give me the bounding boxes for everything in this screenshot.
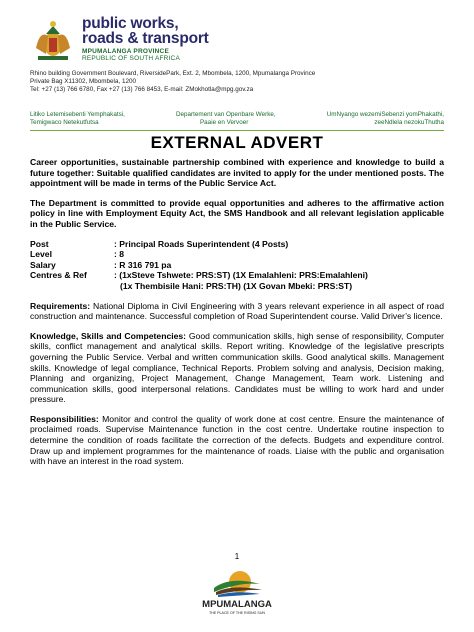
post-details — [30, 239, 444, 292]
page-title: EXTERNAL ADVERT — [150, 133, 324, 152]
department-afrikaans-line2: Paaie en Vervoer — [199, 119, 249, 126]
department-siswati-line2: Temigwaco Netekutfutsa — [30, 119, 99, 126]
footer-logo-tagline: THE PLACE OF THE RISING SUN — [208, 611, 266, 615]
department-afrikaans-line1: Departement van Openbare Werke, — [175, 111, 276, 118]
brand-line1: public works, — [82, 15, 179, 32]
salary-value: : R 316 791 pa — [114, 259, 172, 270]
knowledge-label: Knowledge, Skills and Competencies: — [30, 330, 187, 341]
brand-block — [82, 16, 209, 62]
intro-paragraph-2: The Department is committed to provide equal opportunities and adheres to the affirmative action policy in line with Employment Equity Act, the SMS Handbook and all relevant legislation applicable in the Public Service. — [30, 197, 444, 229]
province-name: MPUMALANGA PROVINCE — [82, 48, 169, 55]
header-divider — [30, 130, 444, 131]
page-number: 1 — [234, 552, 240, 561]
mpumalanga-logo-icon — [200, 562, 274, 618]
requirements-label: Requirements: — [30, 300, 91, 311]
responsibilities-paragraph — [30, 414, 444, 467]
department-names — [30, 111, 444, 127]
department-ndebele-line1: UmNyango wezemiSebenzi yomPhakathi, — [326, 111, 444, 118]
knowledge-text: Good communication skills, high sense of responsibility, Computer skills, conflict management and analytical skills. Report writing. Knowledge of the legislative prescripts governing the Public Service. Verbal and written communication skills. Good analytical skills. Management skills. Knowledge of legal compliance, Technical Reports. Problem solving and analysis, Decision making, Planning and organizing, Project Management, Change Management, Team work. Listening and communication skills, good interpersonal relations. Candidates must be willing to work hard and under pressure. — [30, 330, 444, 405]
coat-of-arms-icon — [30, 18, 76, 64]
address-line2: Private Bag X11302, Mbombela, 1200 — [30, 78, 136, 85]
responsibilities-label: Responsibilities: — [30, 413, 99, 424]
knowledge-paragraph — [30, 331, 444, 405]
address-block — [30, 70, 315, 94]
post-row — [30, 239, 444, 250]
department-afrikaans — [176, 111, 276, 127]
department-siswati-line1: Litiko Letemisebenti Yemphakatsi, — [30, 111, 125, 118]
requirements-text: National Diploma in Civil Engineering with 3 years relevant experience in all aspect of road construction and maintenance. Successful completion of Road Superintendent course. Valid Driver’s licence. — [30, 300, 444, 322]
centres-value-2: (1x Thembisile Hani: PRS:TH) (1X Govan Mbeki: PRS:ST) — [120, 280, 353, 291]
requirements-paragraph — [30, 301, 444, 322]
level-value: : 8 — [114, 249, 125, 260]
centres-label: Centres & Ref — [30, 270, 87, 281]
post-label: Post — [30, 238, 49, 249]
address-line3: Tel: +27 (13) 766 6780, Fax +27 (13) 766 8453, E-mail: ZMokhotla@mpg.gov.za — [30, 86, 254, 93]
department-siswati — [30, 111, 125, 127]
post-value: : Principal Roads Superintendent (4 Posts) — [114, 238, 289, 249]
salary-row — [30, 260, 444, 271]
salary-label: Salary — [30, 259, 56, 270]
intro-paragraph-1: Career opportunities, sustainable partnership combined with experience and knowledge to build a future together: Suitable qualified candidates are invited to apply for the under mentioned posts. The appointment will be made in terms of the Public Service Act. — [30, 157, 444, 189]
level-row — [30, 249, 444, 260]
department-ndebele-line2: zeeNdlela nezokuThutha — [374, 119, 444, 126]
responsibilities-text: Monitor and control the quality of work done at cost centre. Ensure the maintenance of proclaimed roads. Supervise Maintenance function in the cost centre. Undertake routine inspection to determine the condition of roads facilitate the correction of the defects. Budgets and expenditure control. Draw up and implement programmes for the maintenance of roads. Liaise with the public and organisation with have an interest in the road system. — [30, 413, 444, 467]
country-name: REPUBLIC OF SOUTH AFRICA — [82, 55, 180, 62]
centres-row — [30, 270, 444, 281]
footer-logo-name: MPUMALANGA — [202, 599, 272, 610]
advert-body — [30, 157, 444, 476]
address-line1: Rhino building Government Boulevard, RiversidePark, Ext. 2, Mbombela, 1200, Mpumalanga Province — [30, 70, 316, 77]
brand-line2: roads & transport — [82, 30, 209, 47]
centres-value-1: : (1xSteve Tshwete: PRS:ST) (1X Emalahleni: PRS:Emalahleni) — [114, 270, 368, 281]
level-label: Level — [30, 249, 52, 260]
department-ndebele — [327, 111, 444, 127]
letterhead — [30, 10, 450, 110]
